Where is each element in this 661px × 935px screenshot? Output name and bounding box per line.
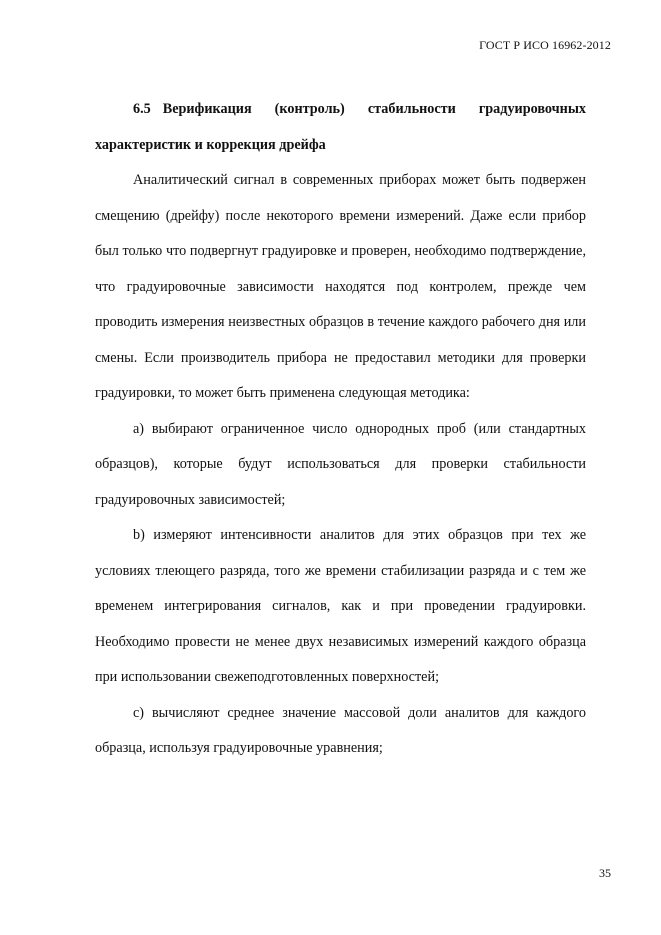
document-header (479, 38, 611, 53)
list-item-b: b) измеряют интенсивности аналитов для этих образцов при тех же условиях тлеющего разряда, того же времени стабилизации разряда и с тем же временем интегрирования сигналов, как и при проведении градуировки. Необходимо провести не менее двух независимых измерений каждого образца при использовании свежеподготовленных поверхностей; (95, 527, 586, 685)
page-number (599, 866, 611, 881)
page-number-text: 35 (599, 866, 611, 880)
paragraph-intro: Аналитический сигнал в современных приборах может быть подвержен смещению (дрейфу) после некоторого времени измерений. Даже если прибор был только что подвергнут градуировке и проверен, необходимо подтверждение, что градуировочные зависимости находятся под контролем, прежде чем проводить измерения неизвестных образцов в течение каждого рабочего дня или смены. Если производитель прибора не предоставил методики для проверки градуировки, то может быть применена следующая методика: (95, 172, 586, 401)
list-item-a: a) выбирают ограниченное число однородных проб (или стандартных образцов), которые будут использоваться для проверки стабильности градуировочных зависимостей; (95, 420, 586, 508)
list-item-c: c) вычисляют среднее значение массовой доли аналитов для каждого образца, используя градуировочные уравнения; (95, 704, 586, 756)
section-number: 6.5 (133, 101, 151, 117)
document-id: ГОСТ Р ИСО 16962-2012 (479, 38, 611, 52)
section-title: Верификация (контроль) стабильности градуировочных характеристик и коррекция дрейфа (95, 101, 586, 153)
section-heading (95, 92, 586, 163)
page-body (95, 92, 586, 767)
